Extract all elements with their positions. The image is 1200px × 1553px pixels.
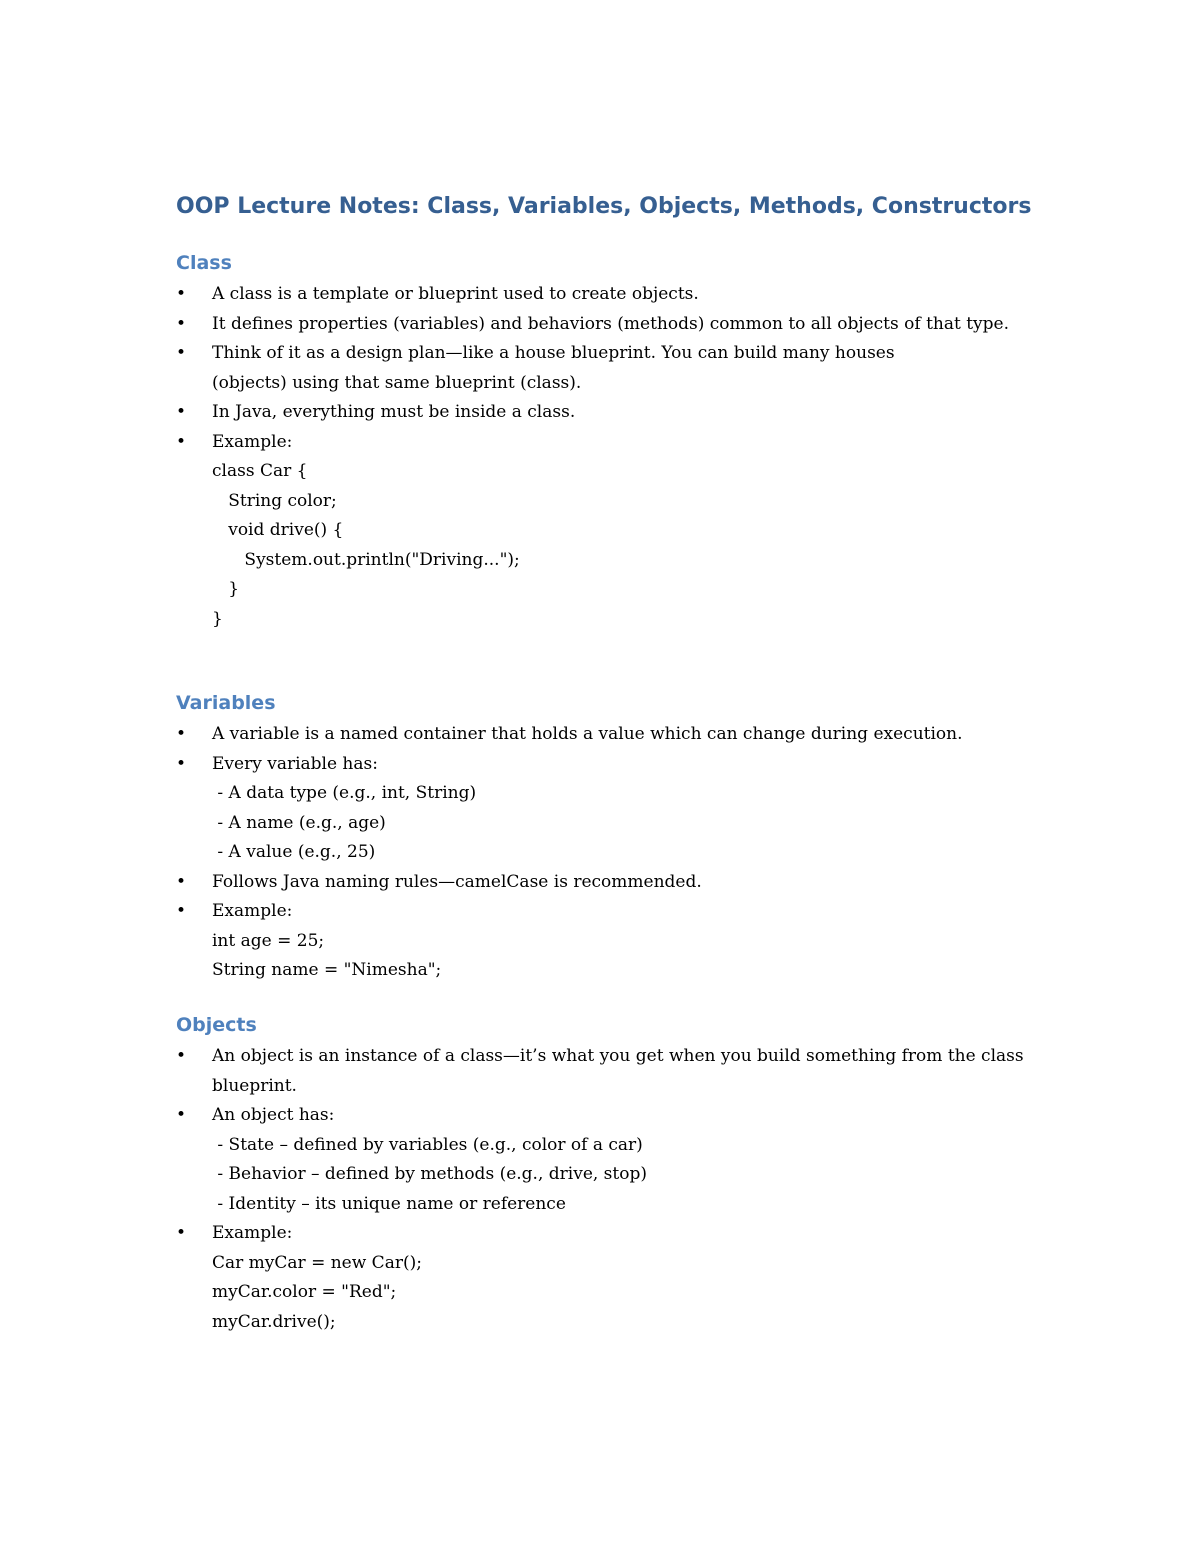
code-line: String name = "Nimesha"; xyxy=(212,960,442,980)
code-line: String color; xyxy=(212,490,337,511)
list-item xyxy=(176,310,1056,340)
sub-item: - Behavior – defined by methods (e.g., drive, stop) xyxy=(212,1164,647,1184)
list-item xyxy=(176,1042,1056,1101)
list-item xyxy=(176,428,1056,635)
list-item-text: • An object has: xyxy=(212,1105,335,1125)
list-item-text: A variable is a named container that holds a value which can change during execution. xyxy=(212,724,963,744)
list-item xyxy=(176,280,1056,310)
list-item-text: Think of it as a design plan—like a house blueprint. You can build many houses (objects) using that same blueprint (class). xyxy=(212,343,895,393)
list-item xyxy=(176,720,1056,750)
section-heading-variables: Variables xyxy=(176,692,276,714)
list-item-text: • Example: xyxy=(212,1223,293,1243)
list-item xyxy=(176,1219,1056,1337)
list-item-text: In Java, everything must be inside a class. xyxy=(212,402,576,422)
section-heading-objects: Objects xyxy=(176,1014,257,1036)
variables-bullet-list xyxy=(176,720,1056,986)
objects-bullet-list xyxy=(176,1042,1056,1337)
list-item-text: Follows Java naming rules—camelCase is recommended. xyxy=(212,871,702,892)
code-line: myCar.color = "Red"; xyxy=(212,1282,397,1302)
sub-item: - Identity – its unique name or reference xyxy=(212,1193,566,1214)
sub-item: - A name (e.g., age) xyxy=(212,812,386,833)
section-objects xyxy=(176,1008,1056,1337)
list-item-text: A class is a template or blueprint used to create objects. xyxy=(212,284,699,304)
section-class xyxy=(176,246,1056,634)
list-item xyxy=(176,897,1056,986)
section-variables xyxy=(176,686,1056,986)
list-item-text: • Example: xyxy=(212,431,293,452)
list-item xyxy=(176,339,1056,398)
sub-item: - A value (e.g., 25) xyxy=(212,842,376,862)
list-item-text: • Example: xyxy=(212,901,293,921)
list-item-text: • Every variable has: xyxy=(212,753,378,774)
sub-item: - A data type (e.g., int, String) xyxy=(212,783,477,803)
sub-item: - State – defined by variables (e.g., color of a car) xyxy=(212,1134,643,1155)
code-line: void drive() { xyxy=(212,520,344,540)
code-line: myCar.drive(); xyxy=(212,1311,336,1332)
list-item-text: It defines properties (variables) and behaviors (methods) common to all objects of that type. xyxy=(212,313,1010,334)
code-line: } xyxy=(212,608,223,629)
list-item-text: An object is an instance of a class—it’s what you get when you build something from the class blueprint. xyxy=(212,1046,1024,1096)
class-bullet-list xyxy=(176,280,1056,634)
list-item xyxy=(176,398,1056,428)
page-title: OOP Lecture Notes: Class, Variables, Objects, Methods, Constructors xyxy=(176,194,1032,219)
list-item xyxy=(176,1101,1056,1219)
code-line: System.out.println("Driving..."); xyxy=(212,549,520,570)
code-line: } xyxy=(212,579,240,599)
code-line: int age = 25; xyxy=(212,930,325,951)
section-heading-class: Class xyxy=(176,252,232,274)
code-line: class Car { xyxy=(212,461,308,481)
list-item xyxy=(176,868,1056,898)
list-item xyxy=(176,750,1056,868)
code-line: Car myCar = new Car(); xyxy=(212,1252,422,1273)
